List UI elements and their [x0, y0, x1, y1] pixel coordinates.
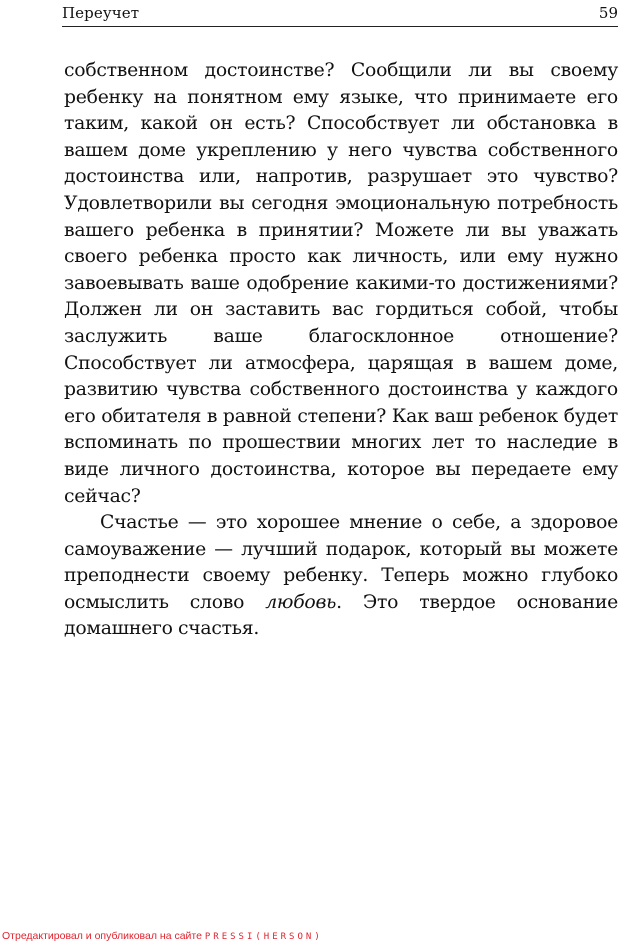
running-title: Переучет — [62, 4, 140, 22]
footer-credit — [2, 930, 323, 944]
paragraph-text: Счастье — это хорошее мнение о себе, а здоровое самоуважение — лучший подарок, который вы можете преподнести своему ребенку. Теперь можно глубоко осмыслить слово — [64, 512, 618, 613]
emphasized-word: любовь — [265, 591, 337, 613]
credit-site: PRESSI(HERSON) — [204, 932, 323, 942]
credit-text: Отредактировал и опубликовал на сайте — [2, 930, 202, 942]
paragraph-ending: . Это твердое основание домашнего счастья. — [64, 591, 618, 640]
paragraph: собственном достоинстве? Сообщили ли вы своему ребенку на понятном ему языке, что принимаете его таким, какой он есть? Способствует ли обстановка в вашем доме укреплению у него чувства собственного достоинства или, напротив, разрушает это чувство? Удовлетворили вы сегодня эмоциональную потребность вашего ребенка в принятии? Можете ли вы уважать своего ребенка просто как личность, или ему нужно завоевывать ваше одобрение какими-то достижениями? Должен ли он заставить вас гордиться собой, чтобы заслужить ваше благосклонное отношение? Способствует ли атмосфера, царящая в вашем доме, развитию чувства собственного достоинства у каждого его обитателя в равной степени? Как ваш ребенок будет вспоминать по прошествии многих лет то наследие в виде личного достоинства, которое вы передаете ему сейчас? — [64, 60, 618, 507]
page-body — [64, 58, 618, 643]
page-header — [62, 0, 618, 27]
page-number: 59 — [598, 4, 618, 22]
paragraph — [64, 510, 618, 643]
